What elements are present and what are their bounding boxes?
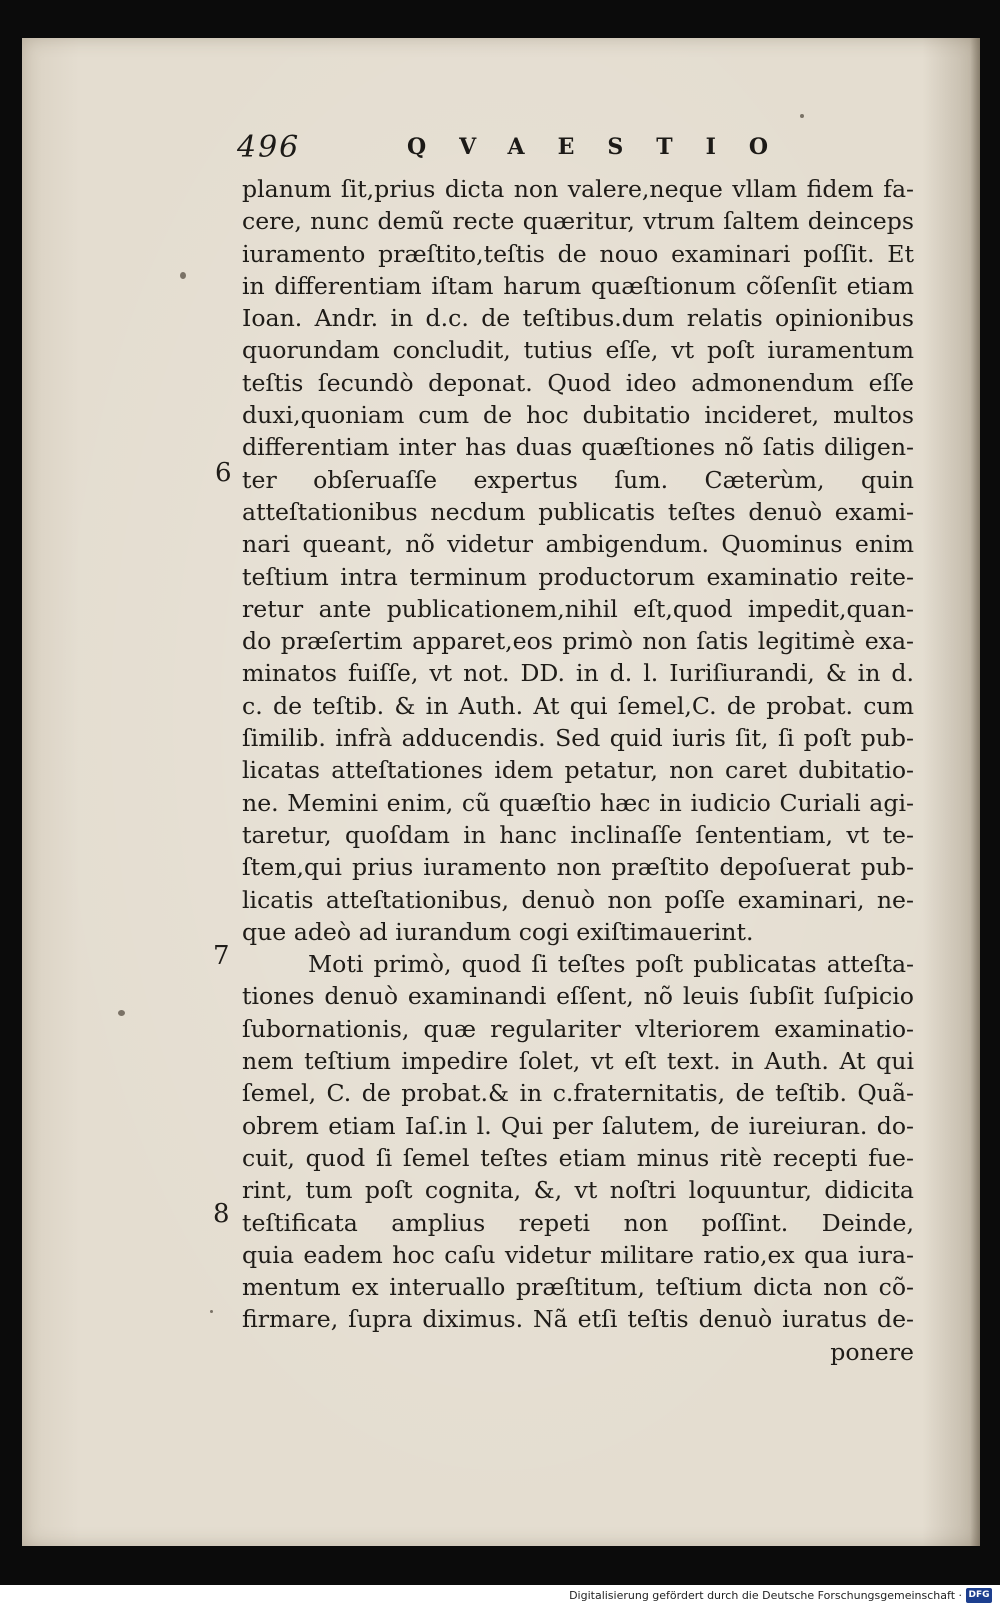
text-line: minatos fuiſſe, vt not. DD. in d. l. Iuriſiurandi, & in d.	[242, 659, 914, 688]
text-line: licatis atteſtationibus, denuò non poſſe examinari, ne-	[242, 885, 914, 914]
page-edge-shadow	[970, 38, 980, 1546]
text-line: ter obſeruaſſe expertus ſum. Cæterùm, quin	[242, 465, 914, 494]
text-line: teſtificata amplius repeti non poſſint. Deinde,	[242, 1208, 914, 1237]
text-line: c. de teſtib. & in Auth. At qui ſemel,C. de probat. cum	[242, 691, 914, 720]
text-line: differentiam inter has duas quæſtiones nõ ſatis diligen-	[242, 433, 914, 462]
text-line: atteſtationibus necdum publicatis teſtes denuò exami-	[242, 497, 914, 526]
text-line: obrem etiam Iaſ.in l. Qui per ſalutem, de iureiuran. do-	[242, 1111, 914, 1140]
text-line: retur ante publicationem,nihil eſt,quod impedit,quan-	[242, 594, 914, 623]
text-line: duxi,quoniam cum de hoc dubitatio incideret, multos	[242, 401, 914, 430]
text-line: teſtium intra terminum productorum examinatio reite-	[242, 562, 914, 591]
text-line: ne. Memini enim, cũ quæſtio hæc in iudicio Curiali agi-	[242, 788, 914, 817]
text-line: planum ſit,prius dicta non valere,neque vllam fidem fa-	[242, 175, 914, 203]
text-line: ſemel, C. de probat.& in c.fraternitatis, de teſtib. Quã-	[242, 1079, 914, 1108]
text-line: cuit, quod ſi ſemel teſtes etiam minus ritè recepti fue-	[242, 1143, 914, 1172]
paper-speck	[210, 1310, 213, 1313]
text-line: quia eadem hoc caſu videtur militare ratio,ex qua iura-	[242, 1240, 914, 1269]
text-line: quorundam concludit, tutius eſſe, vt poſt iuramentum	[242, 336, 914, 365]
footer-bar	[0, 1585, 1000, 1607]
paper-speck	[180, 272, 186, 279]
body-text	[242, 173, 914, 1368]
text-line: ſubornationis, quæ regulariter vlteriorem examinatio-	[242, 1014, 914, 1043]
text-line: in differentiam iſtam harum quæſtionum cõſenſit etiam	[242, 271, 914, 300]
text-line: ſtem,qui prius iuramento non præſtito depoſuerat pub-	[242, 853, 914, 882]
paper-speck	[800, 114, 804, 118]
text-line: nem teſtium impedire ſolet, vt eſt text. in Auth. At qui	[242, 1047, 914, 1076]
margin-note-8: 8	[213, 1199, 230, 1229]
text-line: Moti primò, quod ſi teſtes poſt publicatas atteſta-	[308, 950, 914, 979]
text-line: tiones denuò examinandi eſſent, nõ leuis ſubſit ſuſpicio	[242, 982, 914, 1011]
text-line: teſtis ſecundò deponat. Quod ideo admonendum eſſe	[242, 368, 914, 397]
text-line: ſimilib. infrà adducendis. Sed quid iuris ſit, ſi poſt pub-	[242, 724, 914, 753]
text-line: cere, nunc demũ recte quæritur, vtrum ſaltem deinceps	[242, 207, 914, 236]
margin-note-6: 6	[215, 458, 232, 488]
dfg-logo: DFG	[966, 1588, 992, 1603]
page-number: 496	[237, 130, 301, 165]
funding-credit: Digitalisierung gefördert durch die Deutsche Forschungsgemeinschaft ·	[569, 1589, 962, 1602]
text-line: que adeò ad iurandum cogi exiſtimauerint.	[242, 917, 754, 946]
text-line: iuramento præſtito,teſtis de nouo examinari poſſit. Et	[242, 239, 914, 268]
text-line: rint, tum poſt cognita, &, vt noſtri loquuntur, didicita	[242, 1176, 914, 1205]
paper-speck	[118, 1010, 125, 1016]
text-line: licatas atteſtationes idem petatur, non caret dubitatio-	[242, 756, 914, 785]
text-line: Ioan. Andr. in d.c. de teſtibus.dum relatis opinionibus	[242, 304, 914, 333]
text-line: firmare, ſupra diximus. Nã etſi teſtis denuò iuratus de-	[242, 1305, 914, 1334]
text-line: do præſertim apparet,eos primò non ſatis legitimè exa-	[242, 627, 914, 656]
catchword: ponere	[830, 1337, 914, 1366]
text-line: mentum ex interuallo præſtitum, teſtium dicta non cõ-	[242, 1273, 914, 1302]
margin-note-7: 7	[213, 941, 230, 971]
page-header	[237, 130, 857, 170]
text-line: taretur, quoſdam in hanc inclinaſſe ſententiam, vt te-	[242, 820, 914, 849]
text-line: nari queant, nõ videtur ambigendum. Quominus enim	[242, 530, 914, 559]
running-head: QVAESTIO	[407, 134, 802, 160]
